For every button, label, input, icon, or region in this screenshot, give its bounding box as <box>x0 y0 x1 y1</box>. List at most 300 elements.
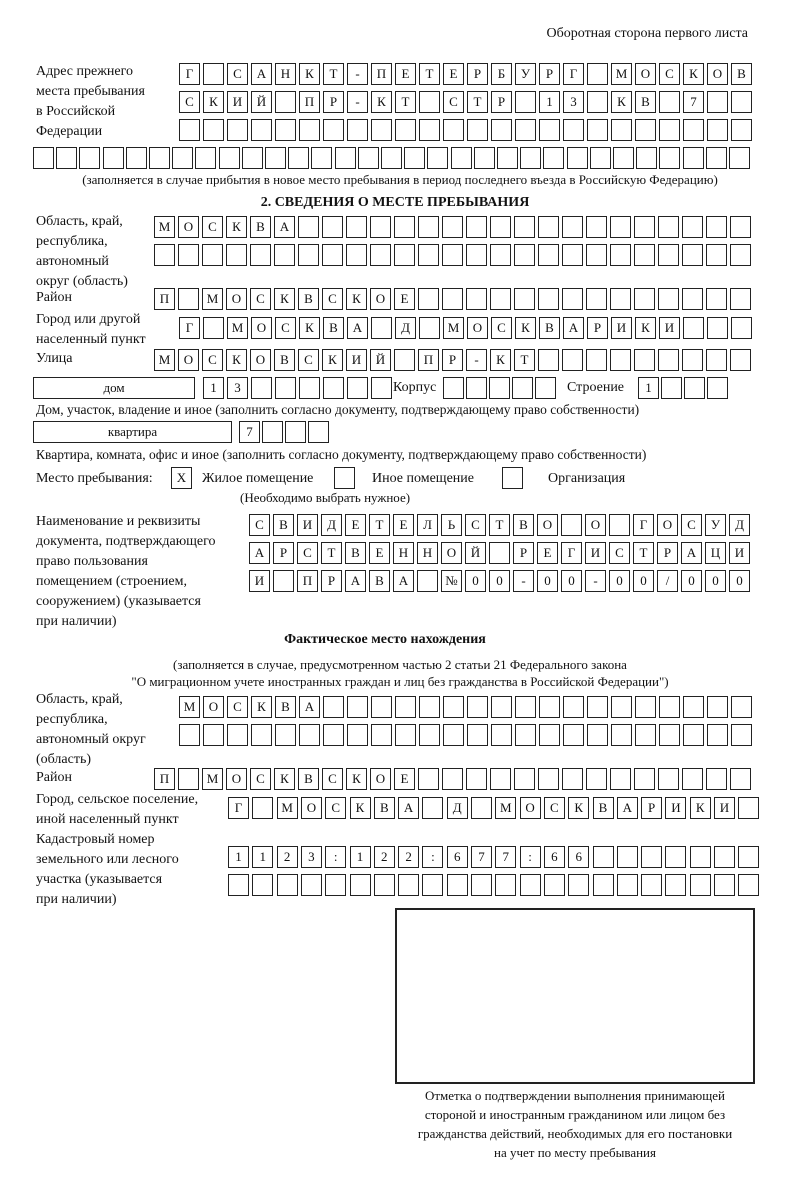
char-cell[interactable]: 0 <box>681 570 702 592</box>
char-cell[interactable] <box>489 377 510 399</box>
char-cell[interactable]: К <box>346 288 367 310</box>
char-cell[interactable] <box>611 724 632 746</box>
char-cell[interactable] <box>178 244 199 266</box>
char-cell[interactable] <box>33 147 54 169</box>
char-cell[interactable]: Т <box>395 91 416 113</box>
char-cell[interactable] <box>422 874 443 896</box>
char-cell[interactable]: О <box>707 63 728 85</box>
char-cell[interactable] <box>226 244 247 266</box>
char-cell[interactable]: Л <box>417 514 438 536</box>
char-cell[interactable] <box>730 216 751 238</box>
char-cell[interactable]: С <box>227 63 248 85</box>
char-cell[interactable] <box>538 349 559 371</box>
char-cell[interactable]: К <box>299 63 320 85</box>
char-cell[interactable]: В <box>593 797 614 819</box>
char-cell[interactable]: О <box>178 216 199 238</box>
flat-type-field[interactable]: квартира <box>33 421 232 443</box>
char-cell[interactable]: О <box>301 797 322 819</box>
char-cell[interactable] <box>126 147 147 169</box>
char-cell[interactable]: В <box>513 514 534 536</box>
char-cell[interactable] <box>635 696 656 718</box>
char-cell[interactable] <box>427 147 448 169</box>
char-cell[interactable] <box>490 216 511 238</box>
char-cell[interactable] <box>617 874 638 896</box>
char-cell[interactable] <box>587 696 608 718</box>
char-cell[interactable]: : <box>325 846 346 868</box>
char-cell[interactable]: П <box>371 63 392 85</box>
char-cell[interactable]: А <box>398 797 419 819</box>
char-cell[interactable] <box>659 119 680 141</box>
char-cell[interactable] <box>562 244 583 266</box>
char-cell[interactable]: Р <box>513 542 534 564</box>
char-cell[interactable] <box>322 244 343 266</box>
char-cell[interactable]: А <box>274 216 295 238</box>
char-cell[interactable] <box>658 288 679 310</box>
char-cell[interactable] <box>347 377 368 399</box>
char-cell[interactable] <box>252 797 273 819</box>
char-cell[interactable] <box>659 696 680 718</box>
char-cell[interactable] <box>539 119 560 141</box>
char-cell[interactable]: А <box>345 570 366 592</box>
char-cell[interactable] <box>562 349 583 371</box>
char-cell[interactable]: С <box>491 317 512 339</box>
char-cell[interactable] <box>404 147 425 169</box>
char-cell[interactable] <box>515 724 536 746</box>
char-cell[interactable]: 1 <box>350 846 371 868</box>
char-cell[interactable] <box>358 147 379 169</box>
char-cell[interactable]: Н <box>417 542 438 564</box>
char-cell[interactable] <box>323 119 344 141</box>
char-cell[interactable] <box>613 147 634 169</box>
char-cell[interactable]: С <box>465 514 486 536</box>
char-cell[interactable]: М <box>227 317 248 339</box>
char-cell[interactable] <box>714 874 735 896</box>
char-cell[interactable]: М <box>277 797 298 819</box>
char-cell[interactable] <box>586 288 607 310</box>
char-cell[interactable]: М <box>179 696 200 718</box>
char-cell[interactable] <box>491 724 512 746</box>
char-cell[interactable] <box>610 768 631 790</box>
char-cell[interactable]: Д <box>447 797 468 819</box>
char-cell[interactable]: Р <box>442 349 463 371</box>
char-cell[interactable] <box>706 349 727 371</box>
char-cell[interactable]: Р <box>657 542 678 564</box>
char-cell[interactable] <box>682 216 703 238</box>
char-cell[interactable] <box>714 846 735 868</box>
char-cell[interactable]: И <box>297 514 318 536</box>
char-cell[interactable] <box>262 421 283 443</box>
char-cell[interactable] <box>730 288 751 310</box>
char-cell[interactable] <box>690 874 711 896</box>
char-cell[interactable]: 1 <box>203 377 224 399</box>
char-cell[interactable]: 1 <box>638 377 659 399</box>
char-cell[interactable]: Т <box>369 514 390 536</box>
char-cell[interactable] <box>398 874 419 896</box>
char-cell[interactable] <box>227 119 248 141</box>
char-cell[interactable] <box>442 244 463 266</box>
char-cell[interactable]: А <box>299 696 320 718</box>
char-cell[interactable] <box>275 91 296 113</box>
char-cell[interactable]: 7 <box>471 846 492 868</box>
char-cell[interactable]: В <box>298 288 319 310</box>
char-cell[interactable]: С <box>322 768 343 790</box>
char-cell[interactable]: : <box>520 846 541 868</box>
char-cell[interactable] <box>563 724 584 746</box>
char-cell[interactable]: Е <box>394 768 415 790</box>
char-cell[interactable] <box>659 147 680 169</box>
char-cell[interactable] <box>451 147 472 169</box>
char-cell[interactable] <box>370 216 391 238</box>
char-cell[interactable]: 7 <box>683 91 704 113</box>
char-cell[interactable] <box>347 696 368 718</box>
char-cell[interactable]: Е <box>394 288 415 310</box>
char-cell[interactable] <box>252 874 273 896</box>
char-cell[interactable]: Е <box>443 63 464 85</box>
char-cell[interactable]: М <box>202 288 223 310</box>
char-cell[interactable]: О <box>441 542 462 564</box>
char-cell[interactable] <box>706 216 727 238</box>
char-cell[interactable] <box>617 846 638 868</box>
char-cell[interactable]: С <box>681 514 702 536</box>
char-cell[interactable]: М <box>443 317 464 339</box>
char-cell[interactable] <box>219 147 240 169</box>
char-cell[interactable] <box>659 724 680 746</box>
char-cell[interactable]: О <box>226 288 247 310</box>
char-cell[interactable] <box>538 216 559 238</box>
char-cell[interactable] <box>658 244 679 266</box>
char-cell[interactable]: А <box>249 542 270 564</box>
char-cell[interactable]: С <box>297 542 318 564</box>
char-cell[interactable] <box>610 216 631 238</box>
char-cell[interactable]: У <box>705 514 726 536</box>
char-cell[interactable]: С <box>250 288 271 310</box>
char-cell[interactable]: Т <box>489 514 510 536</box>
char-cell[interactable]: Г <box>563 63 584 85</box>
char-cell[interactable]: П <box>297 570 318 592</box>
char-cell[interactable]: О <box>178 349 199 371</box>
char-cell[interactable] <box>346 244 367 266</box>
char-cell[interactable]: Е <box>537 542 558 564</box>
char-cell[interactable] <box>634 768 655 790</box>
char-cell[interactable] <box>474 147 495 169</box>
char-cell[interactable] <box>371 119 392 141</box>
char-cell[interactable]: 0 <box>465 570 486 592</box>
char-cell[interactable]: О <box>250 349 271 371</box>
char-cell[interactable]: В <box>274 349 295 371</box>
char-cell[interactable] <box>417 570 438 592</box>
char-cell[interactable]: У <box>515 63 536 85</box>
char-cell[interactable] <box>347 119 368 141</box>
char-cell[interactable]: 0 <box>561 570 582 592</box>
char-cell[interactable] <box>731 317 752 339</box>
char-cell[interactable] <box>497 147 518 169</box>
char-cell[interactable] <box>443 377 464 399</box>
char-cell[interactable] <box>419 317 440 339</box>
char-cell[interactable] <box>154 244 175 266</box>
char-cell[interactable]: В <box>539 317 560 339</box>
char-cell[interactable] <box>730 244 751 266</box>
char-cell[interactable] <box>418 288 439 310</box>
char-cell[interactable] <box>447 874 468 896</box>
char-cell[interactable]: К <box>274 768 295 790</box>
char-cell[interactable]: С <box>179 91 200 113</box>
char-cell[interactable] <box>665 846 686 868</box>
char-cell[interactable]: В <box>345 542 366 564</box>
char-cell[interactable]: К <box>568 797 589 819</box>
char-cell[interactable] <box>587 119 608 141</box>
char-cell[interactable] <box>706 768 727 790</box>
char-cell[interactable] <box>635 724 656 746</box>
char-cell[interactable]: 6 <box>544 846 565 868</box>
char-cell[interactable] <box>634 288 655 310</box>
char-cell[interactable] <box>514 216 535 238</box>
char-cell[interactable]: О <box>520 797 541 819</box>
char-cell[interactable]: 0 <box>609 570 630 592</box>
char-cell[interactable] <box>731 119 752 141</box>
char-cell[interactable] <box>514 244 535 266</box>
char-cell[interactable]: Т <box>514 349 535 371</box>
char-cell[interactable]: К <box>350 797 371 819</box>
char-cell[interactable] <box>227 724 248 746</box>
char-cell[interactable] <box>323 696 344 718</box>
char-cell[interactable] <box>587 91 608 113</box>
char-cell[interactable] <box>443 696 464 718</box>
char-cell[interactable]: - <box>466 349 487 371</box>
char-cell[interactable]: А <box>347 317 368 339</box>
char-cell[interactable] <box>203 119 224 141</box>
char-cell[interactable] <box>323 724 344 746</box>
char-cell[interactable] <box>544 874 565 896</box>
char-cell[interactable]: Е <box>345 514 366 536</box>
char-cell[interactable] <box>690 846 711 868</box>
char-cell[interactable] <box>308 421 329 443</box>
char-cell[interactable]: К <box>322 349 343 371</box>
char-cell[interactable]: 2 <box>398 846 419 868</box>
char-cell[interactable]: 3 <box>301 846 322 868</box>
char-cell[interactable]: С <box>249 514 270 536</box>
char-cell[interactable] <box>636 147 657 169</box>
char-cell[interactable] <box>707 377 728 399</box>
char-cell[interactable]: С <box>609 542 630 564</box>
char-cell[interactable] <box>442 768 463 790</box>
char-cell[interactable] <box>738 846 759 868</box>
char-cell[interactable] <box>682 288 703 310</box>
char-cell[interactable] <box>682 244 703 266</box>
char-cell[interactable] <box>371 317 392 339</box>
char-cell[interactable] <box>561 514 582 536</box>
char-cell[interactable]: Р <box>641 797 662 819</box>
char-cell[interactable] <box>610 349 631 371</box>
char-cell[interactable]: О <box>203 696 224 718</box>
char-cell[interactable] <box>610 244 631 266</box>
char-cell[interactable] <box>471 797 492 819</box>
char-cell[interactable]: 0 <box>705 570 726 592</box>
char-cell[interactable] <box>489 542 510 564</box>
char-cell[interactable]: - <box>347 91 368 113</box>
char-cell[interactable] <box>706 244 727 266</box>
char-cell[interactable] <box>299 119 320 141</box>
char-cell[interactable] <box>179 119 200 141</box>
char-cell[interactable] <box>250 244 271 266</box>
char-cell[interactable] <box>731 696 752 718</box>
char-cell[interactable] <box>277 874 298 896</box>
char-cell[interactable] <box>661 377 682 399</box>
char-cell[interactable] <box>275 119 296 141</box>
char-cell[interactable]: И <box>611 317 632 339</box>
char-cell[interactable] <box>729 147 750 169</box>
char-cell[interactable] <box>251 377 272 399</box>
char-cell[interactable] <box>586 216 607 238</box>
char-cell[interactable] <box>298 244 319 266</box>
char-cell[interactable] <box>275 724 296 746</box>
char-cell[interactable] <box>490 768 511 790</box>
char-cell[interactable] <box>562 768 583 790</box>
char-cell[interactable]: М <box>154 216 175 238</box>
char-cell[interactable] <box>467 119 488 141</box>
char-cell[interactable]: К <box>635 317 656 339</box>
char-cell[interactable]: Р <box>273 542 294 564</box>
char-cell[interactable] <box>301 874 322 896</box>
char-cell[interactable]: П <box>299 91 320 113</box>
char-cell[interactable] <box>285 421 306 443</box>
char-cell[interactable]: И <box>585 542 606 564</box>
char-cell[interactable] <box>265 147 286 169</box>
char-cell[interactable]: Т <box>467 91 488 113</box>
char-cell[interactable] <box>658 768 679 790</box>
char-cell[interactable] <box>370 244 391 266</box>
char-cell[interactable] <box>634 349 655 371</box>
char-cell[interactable]: - <box>347 63 368 85</box>
char-cell[interactable] <box>419 724 440 746</box>
char-cell[interactable] <box>395 119 416 141</box>
char-cell[interactable]: С <box>202 349 223 371</box>
char-cell[interactable]: 0 <box>537 570 558 592</box>
char-cell[interactable]: К <box>371 91 392 113</box>
char-cell[interactable]: В <box>250 216 271 238</box>
char-cell[interactable]: / <box>657 570 678 592</box>
char-cell[interactable]: К <box>690 797 711 819</box>
char-cell[interactable] <box>299 724 320 746</box>
char-cell[interactable]: К <box>611 91 632 113</box>
char-cell[interactable] <box>178 288 199 310</box>
char-cell[interactable] <box>562 288 583 310</box>
char-cell[interactable] <box>288 147 309 169</box>
char-cell[interactable] <box>586 349 607 371</box>
char-cell[interactable] <box>738 874 759 896</box>
char-cell[interactable]: О <box>635 63 656 85</box>
char-cell[interactable] <box>335 147 356 169</box>
char-cell[interactable] <box>394 244 415 266</box>
char-cell[interactable]: И <box>346 349 367 371</box>
char-cell[interactable] <box>490 288 511 310</box>
char-cell[interactable] <box>586 244 607 266</box>
char-cell[interactable]: П <box>418 349 439 371</box>
char-cell[interactable] <box>178 768 199 790</box>
char-cell[interactable] <box>323 377 344 399</box>
char-cell[interactable] <box>568 874 589 896</box>
char-cell[interactable] <box>539 696 560 718</box>
char-cell[interactable]: И <box>249 570 270 592</box>
char-cell[interactable]: Й <box>465 542 486 564</box>
char-cell[interactable]: Г <box>633 514 654 536</box>
char-cell[interactable] <box>371 377 392 399</box>
char-cell[interactable] <box>543 147 564 169</box>
char-cell[interactable] <box>350 874 371 896</box>
char-cell[interactable] <box>419 91 440 113</box>
char-cell[interactable]: И <box>659 317 680 339</box>
char-cell[interactable] <box>659 91 680 113</box>
char-cell[interactable] <box>273 570 294 592</box>
char-cell[interactable]: А <box>393 570 414 592</box>
char-cell[interactable]: Г <box>179 63 200 85</box>
char-cell[interactable] <box>682 768 703 790</box>
char-cell[interactable]: : <box>422 846 443 868</box>
char-cell[interactable]: С <box>443 91 464 113</box>
char-cell[interactable]: Р <box>467 63 488 85</box>
char-cell[interactable]: Д <box>321 514 342 536</box>
char-cell[interactable] <box>707 317 728 339</box>
char-cell[interactable]: 6 <box>568 846 589 868</box>
char-cell[interactable] <box>103 147 124 169</box>
char-cell[interactable]: Р <box>321 570 342 592</box>
char-cell[interactable]: К <box>515 317 536 339</box>
char-cell[interactable]: Ь <box>441 514 462 536</box>
char-cell[interactable] <box>683 317 704 339</box>
char-cell[interactable] <box>611 696 632 718</box>
char-cell[interactable]: Д <box>395 317 416 339</box>
char-cell[interactable] <box>203 317 224 339</box>
char-cell[interactable] <box>203 63 224 85</box>
char-cell[interactable] <box>520 147 541 169</box>
char-cell[interactable] <box>395 696 416 718</box>
char-cell[interactable] <box>471 874 492 896</box>
char-cell[interactable] <box>381 147 402 169</box>
char-cell[interactable]: Д <box>729 514 750 536</box>
char-cell[interactable]: С <box>275 317 296 339</box>
char-cell[interactable] <box>418 216 439 238</box>
char-cell[interactable] <box>275 377 296 399</box>
char-cell[interactable] <box>394 349 415 371</box>
char-cell[interactable] <box>322 216 343 238</box>
char-cell[interactable] <box>683 696 704 718</box>
char-cell[interactable]: К <box>226 216 247 238</box>
char-cell[interactable] <box>609 514 630 536</box>
char-cell[interactable]: С <box>202 216 223 238</box>
char-cell[interactable] <box>203 724 224 746</box>
char-cell[interactable] <box>706 288 727 310</box>
char-cell[interactable]: М <box>202 768 223 790</box>
char-cell[interactable] <box>538 768 559 790</box>
char-cell[interactable]: Н <box>275 63 296 85</box>
stay-option-other-checkbox[interactable] <box>334 467 355 489</box>
char-cell[interactable] <box>562 216 583 238</box>
char-cell[interactable] <box>346 216 367 238</box>
char-cell[interactable] <box>538 288 559 310</box>
char-cell[interactable] <box>538 244 559 266</box>
char-cell[interactable] <box>707 696 728 718</box>
char-cell[interactable]: 2 <box>277 846 298 868</box>
char-cell[interactable] <box>535 377 556 399</box>
char-cell[interactable] <box>520 874 541 896</box>
char-cell[interactable]: В <box>323 317 344 339</box>
char-cell[interactable]: С <box>322 288 343 310</box>
char-cell[interactable]: Г <box>179 317 200 339</box>
char-cell[interactable] <box>418 244 439 266</box>
char-cell[interactable]: Р <box>539 63 560 85</box>
char-cell[interactable] <box>443 119 464 141</box>
char-cell[interactable] <box>683 119 704 141</box>
char-cell[interactable] <box>325 874 346 896</box>
